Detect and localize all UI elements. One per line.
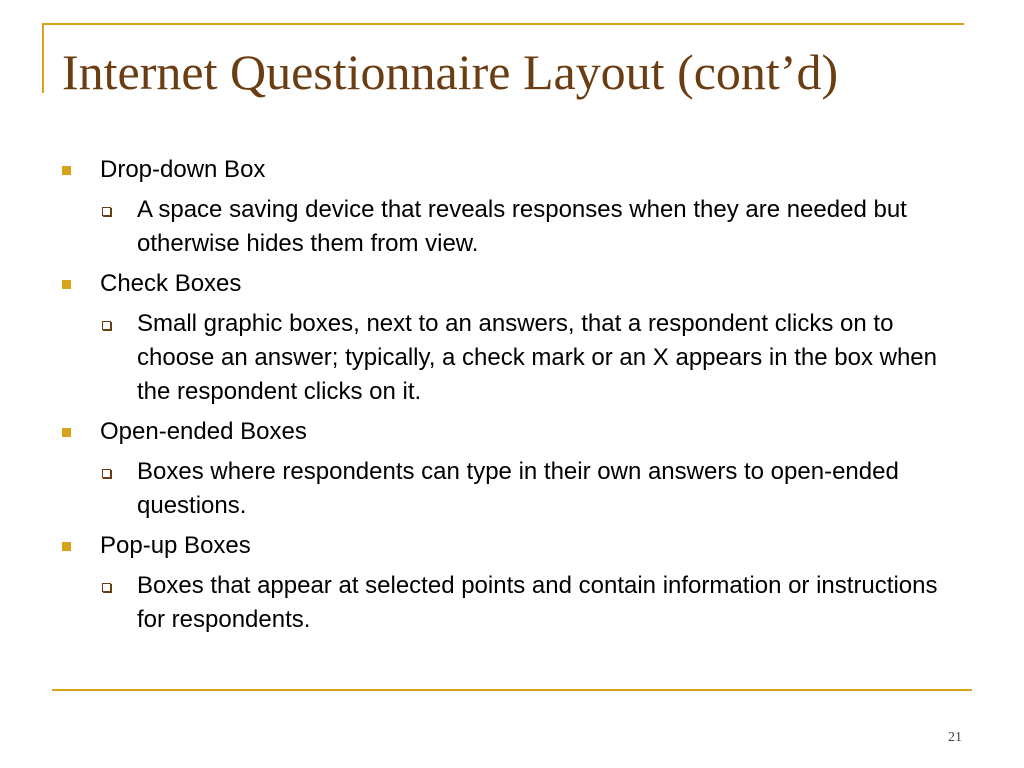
- bullet-list: [62, 153, 972, 643]
- square-bullet-icon: [62, 280, 71, 289]
- bullet-detail: Small graphic boxes, next to an answers, that a respondent clicks on to choose an answer; typically, a check mark or an X appears in the box when the respondent clicks on it.: [137, 310, 937, 405]
- sub-bullet-item-check-boxes: [62, 307, 972, 409]
- title-frame-left-rule: [42, 23, 44, 93]
- page-number: 21: [948, 730, 962, 745]
- bullet-heading: Open-ended Boxes: [100, 418, 307, 445]
- hollow-square-bullet-icon: [102, 321, 111, 330]
- bullet-item-pop-up-boxes: [62, 529, 972, 563]
- bullet-item-dropdown: [62, 153, 972, 187]
- sub-bullet-item-dropdown: [62, 193, 972, 261]
- square-bullet-icon: [62, 166, 71, 175]
- sub-bullet-item-open-ended-boxes: [62, 455, 972, 523]
- bullet-detail: Boxes where respondents can type in their own answers to open-ended questions.: [137, 458, 899, 519]
- bullet-item-open-ended-boxes: [62, 415, 972, 449]
- bullet-detail: Boxes that appear at selected points and contain information or instructions for respondents.: [137, 572, 938, 633]
- square-bullet-icon: [62, 542, 71, 551]
- bullet-detail: A space saving device that reveals responses when they are needed but otherwise hides them from view.: [137, 196, 907, 257]
- bullet-heading: Drop-down Box: [100, 156, 266, 183]
- sub-bullet-item-pop-up-boxes: [62, 569, 972, 637]
- title-frame-top-rule: [42, 23, 964, 25]
- hollow-square-bullet-icon: [102, 469, 111, 478]
- bullet-item-check-boxes: [62, 267, 972, 301]
- slide-title: Internet Questionnaire Layout (cont’d): [62, 44, 839, 100]
- bullet-heading: Check Boxes: [100, 270, 242, 297]
- square-bullet-icon: [62, 428, 71, 437]
- footer-rule: [52, 689, 972, 691]
- bullet-heading: Pop-up Boxes: [100, 532, 251, 559]
- hollow-square-bullet-icon: [102, 207, 111, 216]
- hollow-square-bullet-icon: [102, 583, 111, 592]
